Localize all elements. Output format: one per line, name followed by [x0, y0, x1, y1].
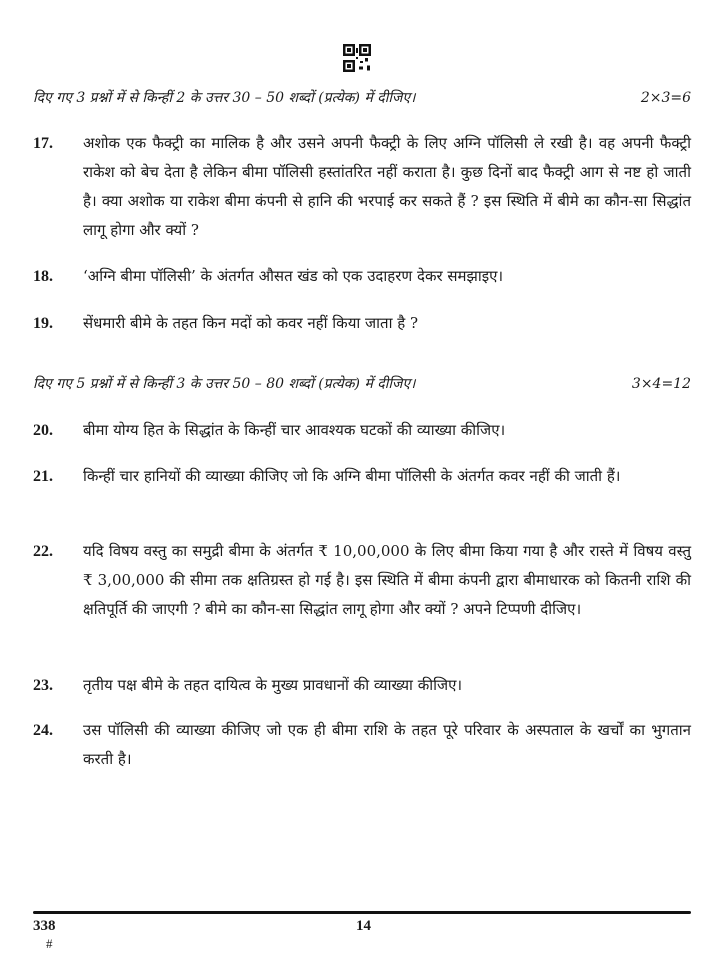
- question-21: [33, 462, 691, 491]
- question-text: यदि विषय वस्तु का समुद्री बीमा के अंतर्गत ₹ 10,00,000 के लिए बीमा किया गया है और रास्ते में विषय वस्तु ₹ 3,00,000 की सीमा तक क्षतिग्रस्त हो गई है। इस स्थिति में बीमा कंपनी द्वारा बीमाधारक को कितनी राशि की क्षतिपूर्ति की जाएगी ? बीमे का कौन-सा सिद्धांत लागू होगा और क्यों ? अपने टिप्पणी दीजिए।: [83, 542, 691, 618]
- question-number: 19.: [33, 315, 53, 332]
- section-marks: 2×3=6: [640, 90, 691, 106]
- footer-divider: [33, 911, 691, 914]
- question-number: 18.: [33, 268, 53, 285]
- question-text: किन्हीं चार हानियों की व्याख्या कीजिए जो कि अग्नि बीमा पॉलिसी के अंतर्गत कवर नहीं की जाती हैं।: [83, 467, 621, 485]
- question-text: उस पॉलिसी की व्याख्या कीजिए जो एक ही बीमा राशि के तहत पूरे परिवार के अस्पताल के खर्चों का भुगतान करती है।: [83, 721, 691, 768]
- question-number: 21.: [33, 468, 53, 485]
- question-text: सेंधमारी बीमे के तहत किन मदों को कवर नहीं किया जाता है ?: [83, 314, 419, 332]
- question-number: 22.: [33, 543, 53, 560]
- question-number: 20.: [33, 422, 53, 439]
- question-number: 24.: [33, 722, 53, 739]
- paper-code: 338: [33, 918, 56, 934]
- question-18: [33, 262, 691, 291]
- section-instruction-2: [33, 374, 691, 393]
- instruction-text: दिए गए 5 प्रश्नों में से किन्हीं 3 के उत्तर 50 – 80 शब्दों (प्रत्येक) में दीजिए।: [33, 376, 416, 392]
- question-17: [33, 129, 691, 245]
- question-24: [33, 716, 691, 774]
- question-22: [33, 537, 691, 624]
- question-19: [33, 309, 691, 338]
- footer-hash: #: [46, 936, 53, 951]
- question-text: अशोक एक फैक्ट्री का मालिक है और उसने अपनी फैक्ट्री के लिए अग्नि पॉलिसी ले रखी है। वह अपनी फैक्ट्री राकेश को बेच देता है लेकिन बीमा पॉलिसी हस्तांतरित नहीं कराता है। कुछ दिनों बाद फैक्ट्री आग से नष्ट हो जाती है। क्या अशोक या राकेश बीमा कंपनी से हानि की भरपाई कर सकते हैं ? इस स्थिति में बीमे का कौन-सा सिद्धांत लागू होगा और क्यों ?: [83, 134, 691, 239]
- qr-code-icon: [343, 44, 371, 72]
- question-20: [33, 416, 691, 445]
- section-marks: 3×4=12: [631, 376, 691, 392]
- question-number: 23.: [33, 677, 53, 694]
- question-text: बीमा योग्य हित के सिद्धांत के किन्हीं चार आवश्यक घटकों की व्याख्या कीजिए।: [83, 421, 506, 439]
- instruction-text: दिए गए 3 प्रश्नों में से किन्हीं 2 के उत्तर 30 – 50 शब्दों (प्रत्येक) में दीजिए।: [33, 90, 416, 106]
- question-23: [33, 671, 691, 700]
- question-text: ‘अग्नि बीमा पॉलिसी’ के अंतर्गत औसत खंड को एक उदाहरण देकर समझाइए।: [83, 267, 504, 285]
- page-number: 14: [356, 918, 371, 934]
- question-text: तृतीय पक्ष बीमे के तहत दायित्व के मुख्य प्रावधानों की व्याख्या कीजिए।: [83, 676, 463, 694]
- question-number: 17.: [33, 135, 53, 152]
- section-instruction-1: [33, 88, 691, 107]
